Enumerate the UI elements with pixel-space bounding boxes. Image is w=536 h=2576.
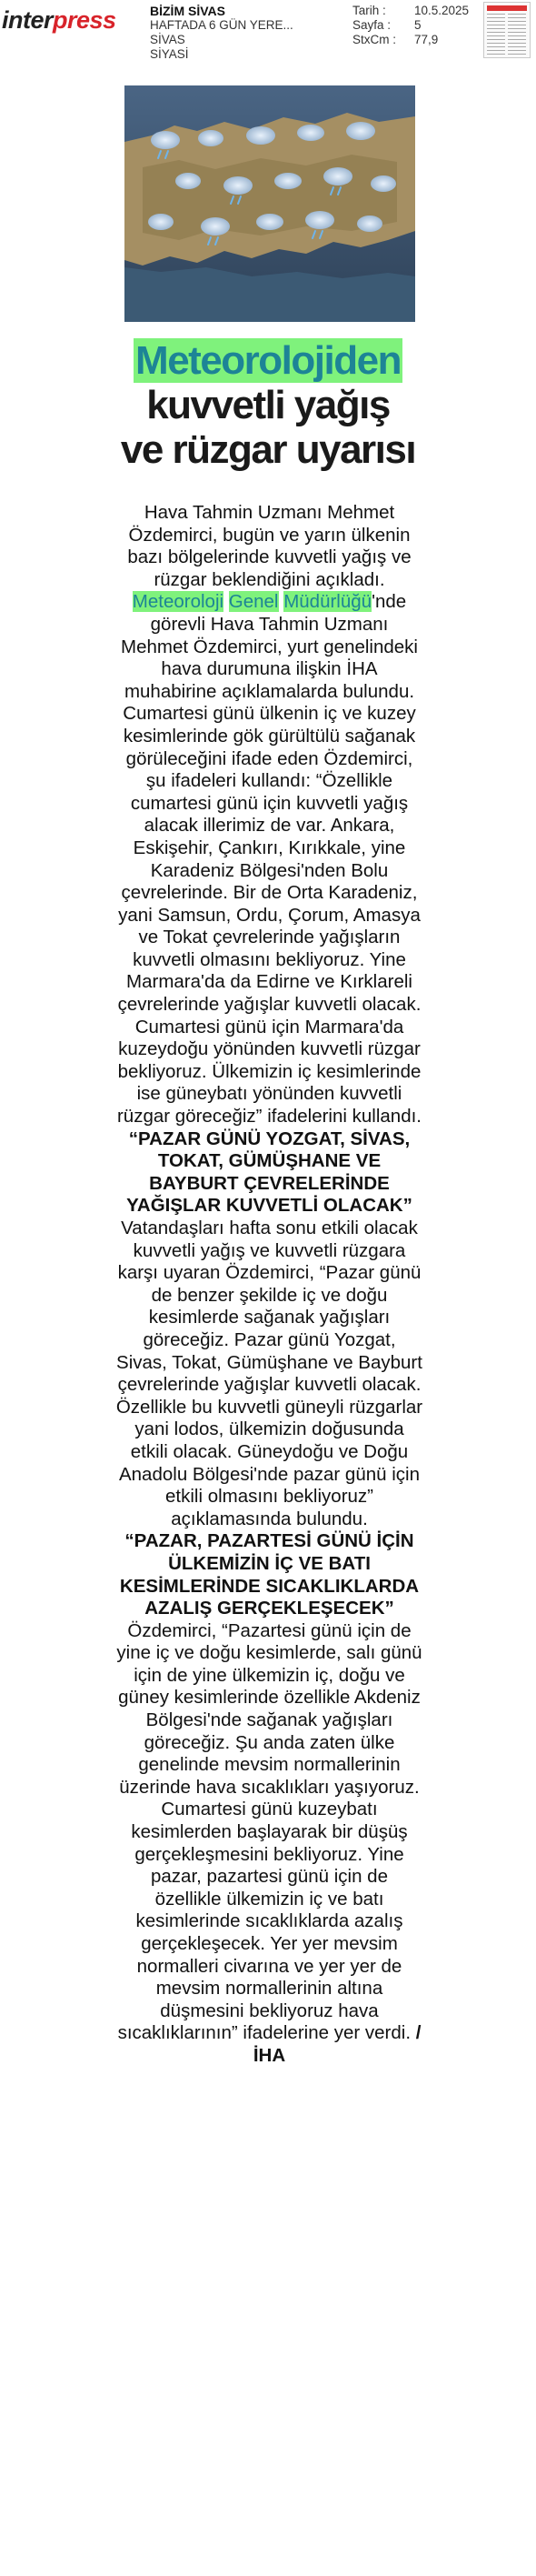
logo-primary: inter — [2, 6, 54, 34]
paragraph-2-text: 'nde görevli Hava Tahmin Uzmanı Mehmet Özdemirci, yurt genelindeki hava durumuna ilişkin İHA muhabirine açıklamalarda bulundu. Cumartesi günü ülkenin iç ve kuzey kesimlerinde gök gürültülü sağanak görüleceğini ifade eden Özdemirci, şu ifadeleri kullandı: “Özellikle cumartesi günü için kuvvetli yağış alacak illerimiz de var. Ankara, Eskişehir, Çankırı, Kırıkkale, yine Karadeniz Bölgesi'nden Bolu çevrelerinde. Bir de Orta Karadeniz, yani Samsun, Ordu, Çorum, Amasya ve Tokat çevrelerinde yağışların kuvvetli olmasını bekliyoruz. Yine Marmara'da da Edirne ve Kırklareli çevrelerinde yağışlar kuvvetli olacak. Cumartesi günü için Marmara'da kuzeydoğu yönünden kuvvetli rüzgar bekliyoruz. Ülkemizin iç kesimlerinde ise güneybatı yönünden kuvvetli rüzgar göreceğiz” ifadelerini kullandı. — [116, 591, 422, 1128]
page-thumbnail[interactable] — [483, 2, 531, 58]
meta-page-value: 5 — [414, 18, 422, 32]
article-subhead-2: “PAZAR, PAZARTESİ GÜNÜ İÇİN ÜLKEMİZİN İÇ VE BATI KESİMLERİNDE SICAKLIKLARDA AZALIŞ GERÇEKLEŞECEK” — [119, 1530, 420, 1619]
highlight-meteoroloji: Meteoroloji — [132, 591, 224, 613]
meta-size-row — [352, 33, 469, 47]
article-paragraph-4 — [115, 1620, 423, 2068]
meta-page-label: Sayfa : — [352, 18, 392, 32]
article-subhead-1: “PAZAR GÜNÜ YOZGAT, SİVAS, TOKAT, GÜMÜŞHANE VE BAYBURT ÇEVRELERİNDE YAĞIŞLAR KUVVETLİ OLACAK” — [126, 1128, 412, 1217]
clipping-header — [0, 0, 536, 73]
clipping-meta — [352, 4, 469, 47]
article-paragraph-3: Vatandaşları hafta sonu etkili olacak kuvvetli yağış ve kuvvetli rüzgara karşı uyaran Özdemirci, “Pazar günü de benzer şekilde iç ve doğu kesimlerde sağanak yağışları göreceğiz. Pazar günü Yozgat, Sivas, Tokat, Gümüşhane ve Bayburt çevrelerinde yağışlar kuvvetli olacak. Özellikle bu kuvvetli güneyli rüzgarlar yani lodos, ülkemizin doğusunda etkili olacak. Güneydoğu ve Doğu Anadolu Bölgesi'nde pazar günü için etkili olmasını bekliyoruz” açıklamasında bulundu. — [115, 1218, 423, 1529]
meta-size-value: 77,9 — [414, 33, 439, 46]
paragraph-4-text: Özdemirci, “Pazartesi günü için de yine iç ve doğu kesimlerde, salı günü için de yine ülkemizin iç, doğu ve güney kesimlerinde özellikle Akdeniz Bölgesi'nde sağanak yağışları göreceğiz. Şu anda zaten ülke genelinde mevsim normallerinin üzerinde hava sıcaklıkları yaşıyoruz. Cumartesi günü kuzeybatı kesimlerden başlayarak bir düşüş gerçekleşmesini bekliyoruz. Yine pazar, pazartesi günü için de özellikle ülkemizin iç ve batı kesimlerinde sıcaklıklarda azalış gerçekleşecek. Yer yer mevsim normalleri civarına ve yer yer de mevsim normallerinin altına düşmesini bekliyoruz hava sıcaklıklarının” ifadelerine yer verdi. — [116, 1619, 422, 2044]
headline-line-1 — [55, 338, 481, 383]
meta-page-row — [352, 18, 469, 33]
headline-line-3: ve rüzgar uyarısı — [120, 427, 416, 472]
publication-name: BİZİM SİVAS — [150, 4, 225, 18]
meta-date-row — [352, 4, 469, 18]
highlight-genel: Genel — [228, 591, 279, 613]
article-source: / İHA — [253, 2022, 422, 2066]
article-body — [115, 502, 423, 2068]
publication-info — [150, 4, 293, 62]
article-headline — [55, 338, 481, 472]
logo-accent: press — [53, 6, 116, 34]
article-paragraph-2 — [115, 591, 423, 1128]
article-paragraph-1: Hava Tahmin Uzmanı Mehmet Özdemirci, bugün ve yarın ülkenin bazı bölgelerinde kuvvetli yağış ve rüzgar beklendiğini açıkladı. — [127, 502, 412, 590]
publication-category: SİYASİ — [150, 47, 189, 61]
weather-map-image — [124, 85, 415, 322]
meta-date-label: Tarih : — [352, 4, 386, 17]
highlight-space — [223, 591, 229, 612]
interpress-logo — [2, 2, 116, 38]
publication-frequency: HAFTADA 6 GÜN YERE... — [150, 18, 293, 32]
highlight-mudurlugu: Müdürlüğü — [283, 591, 372, 613]
meta-date-value: 10.5.2025 — [414, 4, 470, 17]
meta-size-label: StxCm : — [352, 33, 397, 46]
headline-highlight: Meteorolojiden — [135, 338, 401, 383]
publication-city: SİVAS — [150, 33, 185, 46]
headline-line-2: kuvvetli yağış — [146, 383, 390, 427]
